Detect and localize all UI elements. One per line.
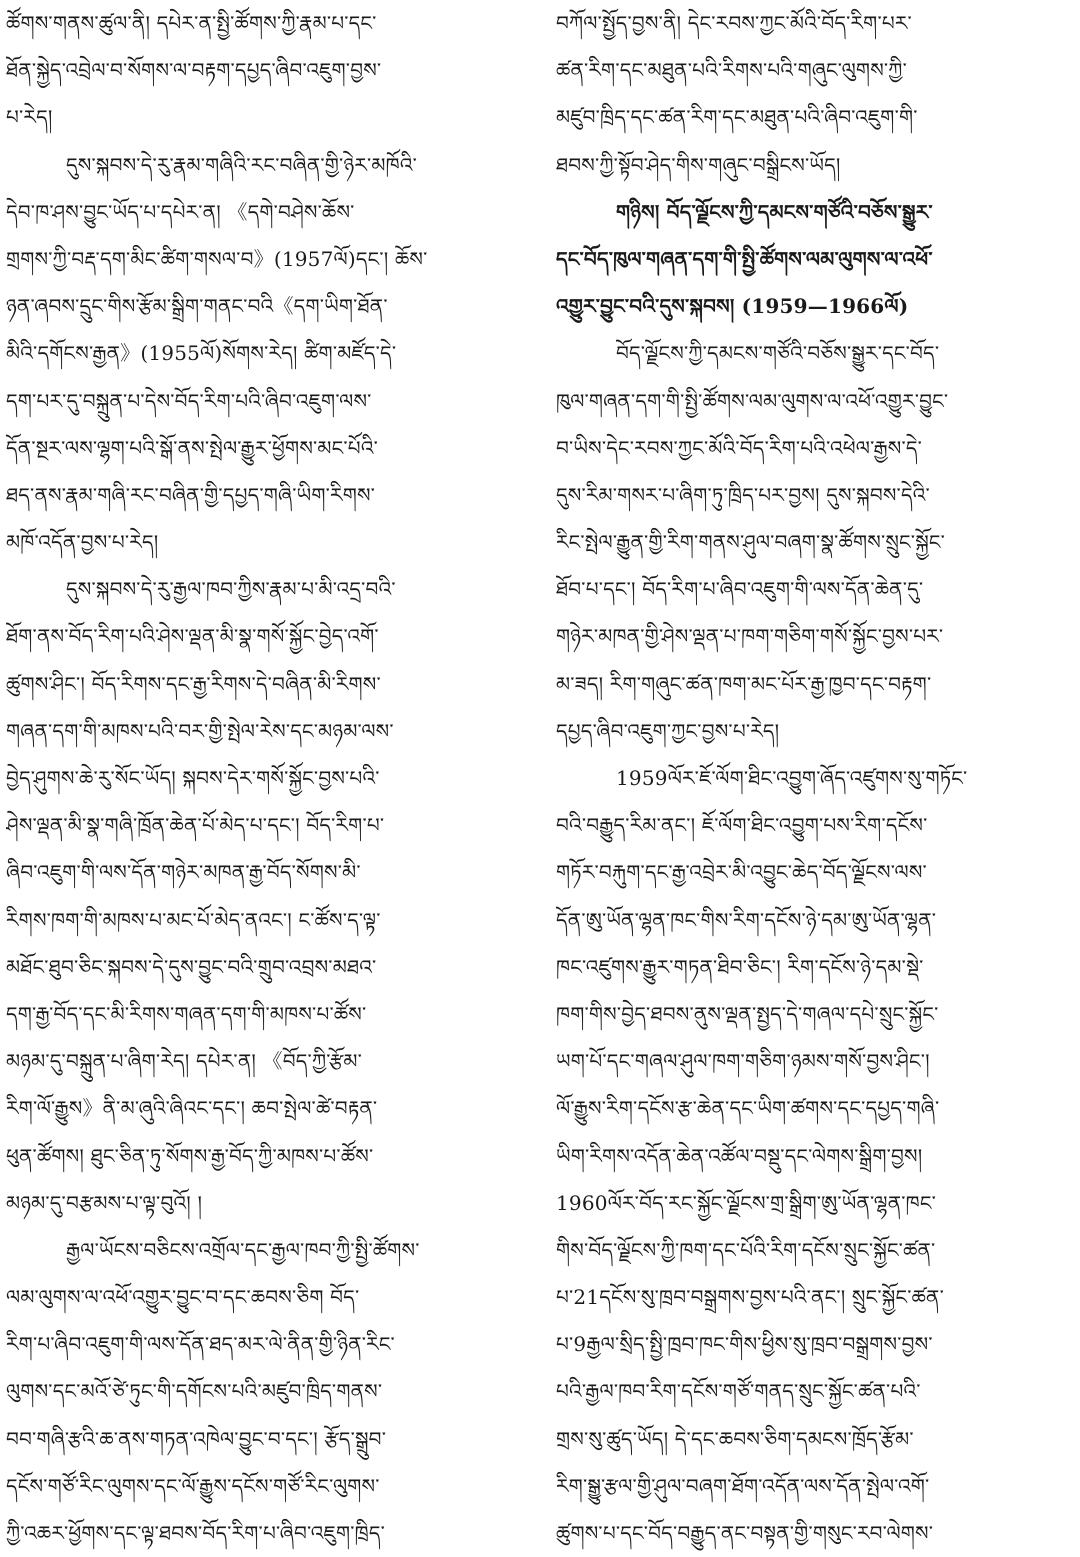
text-line: ལུགས་དང་མའོ་ཙེ་ཏུང་གི་དགོངས་པའི་མཛུབ་ཁྲིད་གནས་: [6, 1379, 383, 1404]
text-line: བ་ཡིས་དེང་རབས་ཀྱང་མོའི་བོད་རིག་པའི་འཕེལ་རྒྱས་དེ་: [556, 435, 923, 460]
text-line: བཀོལ་སྤྱོད་བྱས་ནི། དེང་རབས་ཀྱང་མོའི་བོད་རིག་པར་: [556, 11, 912, 35]
text-line: དོན་སྔར་ལས་ལྷག་པའི་སྒོ་ནས་སྤེལ་རྒྱུར་ཕྱོགས་མང་པོའི་: [6, 435, 379, 460]
section-heading-line: གཉིས། བོད་ལྗོངས་ཀྱི་དམངས་གཙོའི་བཅོས་སྒྱུར་: [616, 199, 933, 224]
text-line: ཚོགས་གནས་ཚུལ་ནི། དཔེར་ན་སྤྱི་ཚོགས་ཀྱི་རྣམ་པ་དང་: [6, 11, 377, 35]
right-column: [556, 0, 1072, 1557]
section-heading-line: འགྱུར་བྱུང་བའི་དུས་སྐབས། (1959—1966ལོ): [556, 294, 909, 319]
text-line: དག་པར་དུ་བསྐྲུན་པ་དེས་བོད་རིག་པའི་ཞིབ་འཇུག་ལས་: [6, 388, 372, 413]
text-line: མ་ཟད། རིག་གཞུང་ཚན་ཁག་མང་པོར་རྒྱ་ཁྱབ་དང་བརྟག་: [556, 671, 932, 696]
text-line: 1959ལོར་ཇོ་ལོག་ཐིང་འབྱུག་ཞོད་འཛུགས་སུ་གཏོང་: [616, 766, 968, 790]
text-line: དུས་རིམ་གསར་པ་ཞིག་ཏུ་ཁྲིད་པར་བྱས། དུས་སྐབས་དེའི་: [556, 482, 930, 507]
text-line: ཁག་གིས་བྱེད་ཐབས་ནུས་ལྡན་སྤྱད་དེ་གཞལ་དཔེ་སྲུང་སྐྱོང་: [556, 1001, 939, 1026]
text-line: ཀྱི་འཆར་ཕྱོགས་དང་ལྟ་ཐབས་བོད་རིག་པ་ཞིབ་འཇུག་ཁྲིད་: [6, 1521, 386, 1545]
text-line: ཞིབ་འཇུག་གི་ལས་དོན་གཉེར་མཁན་རྒྱ་བོད་སོགས་མི་: [6, 860, 361, 885]
text-line: ཤེས་ལྡན་མི་སྣ་གཞི་ཁྲོན་ཆེན་པོ་མེད་པ་དང་། བོད་རིག་པ་: [6, 813, 385, 838]
text-line: ཡིག་རིགས་འདོན་ཆེན་འཚོལ་བསྡུ་དང་ལེགས་སྒྲིག་བྱས།: [556, 1143, 923, 1168]
text-line: བའི་བརྒྱུད་རིམ་ནང་། ཇོ་ལོག་ཐིང་འབྱུག་པས་རིག་དངོས་: [556, 813, 928, 838]
text-line: 1960ལོར་བོད་རང་སྐྱོང་ལྗོངས་གྲ་སྒྲིག་ཨུ་ཡོན་ལྷན་ཁང་: [556, 1190, 936, 1215]
text-line: ཚན་རིག་དང་མཐུན་པའི་རིགས་པའི་གཞུང་ལུགས་ཀྱི་: [556, 58, 907, 83]
text-line: རིག་སྒྱུ་རྩལ་གྱི་ཤུལ་བཞག་ཐོག་འདོན་ལས་དོན་སྤེལ་འགོ་: [556, 1473, 930, 1498]
text-line: ལམ་ལུགས་ལ་འཕོ་འགྱུར་བྱུང་བ་དང་ཆབས་ཅིག བོད་: [6, 1285, 360, 1310]
text-line: གྲས་སུ་ཚུད་ཡོད། དེ་དང་ཆབས་ཅིག་དམངས་ཁྲོད་རྩོམ་: [556, 1426, 914, 1451]
text-line: ཕུན་ཚོགས། ཐུང་ཅིན་ཏུ་སོགས་རྒྱ་བོད་ཀྱི་མཁས་པ་ཚོས་: [6, 1143, 374, 1168]
text-line: མཐོང་ཐུབ་ཅིང་སྐབས་དེ་དུས་བྱུང་བའི་གྲུབ་འབྲས་མཐའ་: [6, 954, 377, 979]
text-line: བབ་གཞི་རྩའི་ཆ་ནས་གཏན་འཁེལ་བྱུང་བ་དང་། རྩོད་སྒྲུབ་: [6, 1426, 387, 1451]
text-line: ཚུགས་ཤིང་། བོད་རིགས་དང་རྒྱ་རིགས་དེ་བཞིན་མི་རིགས་: [6, 671, 381, 696]
text-line: གཉེར་མཁན་གྱི་ཤེས་ལྡན་པ་ཁག་གཅིག་གསོ་སྐྱོང་བྱས་པར་: [556, 624, 944, 649]
text-line: ཚུགས་པ་དང་བོད་བརྒྱུད་ནང་བསྟན་གྱི་གསུང་རབ་ལེགས་: [556, 1521, 934, 1545]
text-line: ཐབས་ཀྱི་སྟོབ་ཤེད་གིས་གཞུང་བསྒྲིངས་ཡོད།: [556, 152, 841, 177]
text-line: དག་རྒྱ་བོད་དང་མི་རིགས་གཞན་དག་གི་མཁས་པ་ཚོས་: [6, 1001, 367, 1026]
text-line: པ་21དངོས་སུ་ཁྲབ་བསྒྲགས་བྱས་པའི་ནང་། སྲུང་སྐྱོང་ཚན་: [556, 1285, 944, 1310]
text-line: དོན་ཨུ་ཡོན་ལྷན་ཁང་གིས་རིག་དངོས་ཉེ་དམ་ཨུ་ཡོན་ལྷན་: [556, 907, 937, 932]
text-line: རིག་ལོ་རྒྱུས》ནི་མ་ཞུའི་ཞིའང་དང་། ཆབ་སྤེལ་ཚེ་བརྟན་: [6, 1096, 378, 1121]
text-line: རྒྱལ་ཡོངས་བཅིངས་འགྲོལ་དང་རྒྱལ་ཁབ་ཀྱི་སྤྱི་ཚོགས་: [66, 1237, 420, 1262]
text-line: གཞན་དག་གི་མཁས་པའི་བར་གྱི་སྤེལ་རེས་དང་མཉམ་ལས་: [6, 718, 394, 743]
text-line: ལོ་རྒྱུས་རིག་དངོས་རྩ་ཆེན་དང་ཡིག་ཚགས་དང་དཔྱད་གཞི་: [556, 1096, 940, 1121]
text-line: ཐོན་སྐྱེད་འབྲེལ་བ་སོགས་ལ་བརྟག་དཔྱད་ཞིབ་འཇུག་བྱས་: [6, 58, 382, 83]
text-line: མཉམ་དུ་བསྐྲུན་པ་ཞིག་རེད། དཔེར་ན། 《བོད་ཀྱི་རྩོམ་: [6, 1049, 363, 1074]
text-line: པ་རེད།: [6, 105, 53, 130]
section-heading-line: དང་བོད་ཁུལ་གཞན་དག་གི་སྤྱི་ཚོགས་ལམ་ལུགས་ལ་འཕོ་: [556, 246, 933, 271]
text-line: བོད་ལྗོངས་ཀྱི་དམངས་གཙོའི་བཅོས་སྒྱུར་དང་བོད་: [616, 341, 940, 366]
text-line: ཡག་པོ་དང་གཞལ་ཤུལ་ཁག་གཅིག་ཉམས་གསོ་བྱས་ཤིང་།: [556, 1049, 930, 1074]
text-line: བྱེད་ཤུགས་ཆེ་རུ་སོང་ཡོད། སྐབས་དེར་གསོ་སྐྱོང་བྱས་པའི་: [6, 766, 380, 790]
text-line: མིའི་དགོངས་རྒྱན》(1955ལོ)སོགས་རེད། ཚིག་མཛོད་དེ་: [6, 341, 397, 366]
text-line: དེབ་ཁ་ཤས་བྱུང་ཡོད་པ་དཔེར་ན། 《དགེ་བཤེས་ཆོས་: [6, 199, 355, 224]
text-line: ཉན་ཞབས་དྲུང་གིས་རྩོམ་སྒྲིག་གནང་བའི《དག་ཡིག་ཐོན་: [6, 294, 388, 319]
text-line: དངོས་གཙོ་རིང་ལུགས་དང་ལོ་རྒྱུས་དངོས་གཙོ་རིང་ལུགས་: [6, 1473, 380, 1498]
text-line: གྲགས་ཀྱི་བརྡ་དག་མིང་ཚིག་གསལ་བ》(1957ལོ)དང་། ཆོས་: [6, 246, 428, 271]
text-line: པའི་རྒྱལ་ཁབ་རིག་དངོས་གཙོ་གནད་སྲུང་སྐྱོང་ཚན་པའི་: [556, 1379, 921, 1404]
text-line: ཁུལ་གཞན་དག་གི་སྤྱི་ཚོགས་ལམ་ལུགས་ལ་འཕོ་འགྱུར་བྱུང་: [556, 388, 949, 413]
text-line: མཉམ་དུ་བརྩམས་པ་ལྟ་བུའོ། །: [6, 1190, 203, 1215]
text-line: གཏོར་བརྐུག་དང་རྒྱ་འབྲེར་མི་འབྱུང་ཆེད་བོད་ལྗོངས་ལས་: [556, 860, 927, 885]
left-column: [6, 0, 522, 1557]
text-line: ཁང་འཛུགས་རྒྱུར་གཏན་ཐིབ་ཅིང་། རིག་དངོས་ཉེ་དམ་སྡེ་: [556, 954, 924, 979]
text-line: དཔྱད་ཞིབ་འཇུག་ཀྱང་བྱས་པ་རེད།: [556, 718, 780, 743]
text-line: རིགས་ཁག་གི་མཁས་པ་མང་པོ་མེད་ནའང་། ང་ཚོས་ད་ལྟ་: [6, 907, 381, 932]
text-line: མཛུབ་ཁྲིད་དང་ཚན་རིག་དང་མཐུན་པའི་ཞིབ་འཇུག་གི་: [556, 105, 918, 130]
text-line: དུས་སྐབས་དེ་རུ་རྒྱལ་ཁབ་ཀྱིས་རྣམ་པ་མི་འདྲ་བའི་: [66, 577, 396, 602]
text-line: པ་9རྒྱལ་སྲིད་སྤྱི་ཁྲབ་ཁང་གིས་ཕྱིས་སུ་ཁྲབ་བསྒྲགས་བྱས་: [556, 1332, 933, 1357]
text-line: དུས་སྐབས་དེ་རུ་རྣམ་གཞིའི་རང་བཞིན་གྱི་ཉེར་མཁོའི་: [66, 152, 418, 177]
text-line: རིག་པ་ཞིབ་འཇུག་གི་ལས་དོན་ཐད་མར་ལེ་ནིན་གྱི་ཉིན་རིང་: [6, 1332, 395, 1357]
text-line: ཐད་ནས་རྣམ་གཞི་རང་བཞིན་གྱི་དཔྱད་གཞི་ཡིག་རིགས་: [6, 482, 376, 507]
text-line: ཐོབ་པ་དང་། བོད་རིག་པ་ཞིབ་འཇུག་གི་ལས་དོན་ཆེན་དུ་: [556, 577, 924, 602]
text-line: རིང་སྤེལ་རྒྱུན་གྱི་རིག་གནས་ཤུལ་བཞག་སྣ་ཚོགས་སྲུང་སྐྱོང་: [556, 530, 946, 555]
text-line: མཁོ་འདོན་བྱས་པ་རེད།: [6, 530, 159, 555]
text-line: ཐོག་ནས་བོད་རིག་པའི་ཤེས་ལྡན་མི་སྣ་གསོ་སྐྱོང་བྱེད་འགོ་: [6, 624, 379, 649]
text-line: གིས་བོད་ལྗོངས་ཀྱི་ཁག་དང་པོའི་རིག་དངོས་སྲུང་སྐྱོང་ཚན་: [556, 1237, 936, 1262]
